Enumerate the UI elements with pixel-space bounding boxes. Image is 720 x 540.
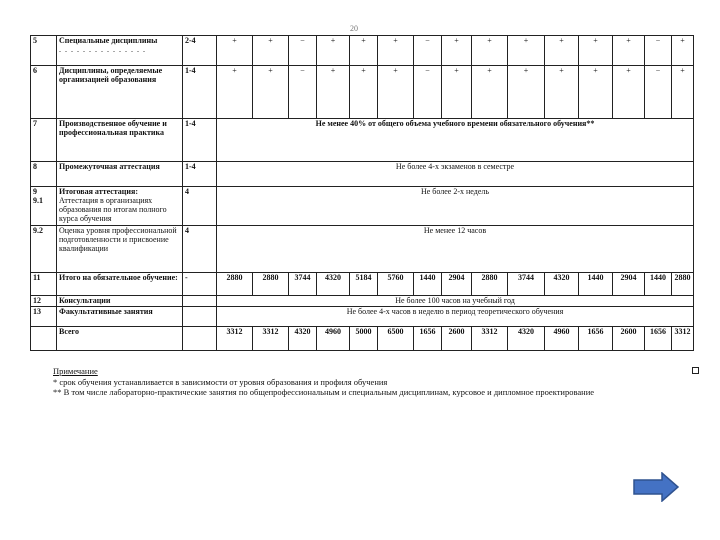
resize-handle[interactable]: [692, 367, 699, 374]
table-row: [31, 119, 694, 162]
row-name-bold: Итоговая аттестация:: [59, 187, 139, 196]
value-cell: +: [545, 66, 579, 119]
value-cell: 4320: [508, 327, 545, 351]
table-row: [31, 226, 694, 273]
value-cell: 1656: [414, 327, 442, 351]
value-cell: 2880: [472, 273, 508, 296]
value-cell: +: [613, 66, 645, 119]
value-cell: 1440: [645, 273, 672, 296]
row-name-subline: . . . . . . . . . . . . . . .: [59, 45, 146, 54]
note-line-1: * срок обучения устанавливается в зависимости от уровня образования и профиля обучения: [53, 376, 388, 387]
value-cell: 3744: [289, 273, 317, 296]
row-number: 12: [31, 296, 57, 307]
value-cell: +: [317, 66, 350, 119]
value-cell: 5184: [350, 273, 378, 296]
value-cell: 1440: [579, 273, 613, 296]
value-cell: −: [289, 66, 317, 119]
row-number: 9.2: [31, 226, 57, 273]
value-cell: +: [253, 36, 289, 66]
value-cell: 3312: [472, 327, 508, 351]
row-name: [57, 162, 183, 187]
row-name-bold: Специальные дисциплины: [59, 36, 158, 45]
row-name-bold: Промежуточная аттестация: [59, 162, 160, 171]
row-name-plain: Оценка уровня профессиональной подготовленности и присвоение квалификации: [59, 226, 177, 253]
row-name-bold: Факультативные занятия: [59, 307, 153, 316]
value-cell: −: [414, 36, 442, 66]
value-cell: 3744: [508, 273, 545, 296]
merged-value-cell: Не более 2-х недель: [217, 187, 694, 226]
value-cell: 4960: [317, 327, 350, 351]
row-name-bold: Всего: [59, 327, 79, 336]
row-course: 2-4: [183, 36, 217, 66]
value-cell: 4320: [317, 273, 350, 296]
right-arrow-icon: [632, 472, 680, 502]
value-cell: 2880: [672, 273, 694, 296]
value-cell: +: [472, 36, 508, 66]
value-cell: +: [672, 66, 694, 119]
row-number: 6: [31, 66, 57, 119]
row-course: 4: [183, 187, 217, 226]
value-cell: +: [378, 36, 414, 66]
value-cell: 2600: [613, 327, 645, 351]
row-number: [31, 327, 57, 351]
value-cell: −: [645, 66, 672, 119]
value-cell: +: [350, 36, 378, 66]
value-cell: +: [545, 36, 579, 66]
value-cell: 1656: [645, 327, 672, 351]
value-cell: −: [645, 36, 672, 66]
row-course: [183, 327, 217, 351]
notes-title: Примечание: [53, 366, 98, 376]
table-row: [31, 162, 694, 187]
row-course: -: [183, 273, 217, 296]
value-cell: +: [442, 36, 472, 66]
merged-value-cell: Не менее 12 часов: [217, 226, 694, 273]
table-row: [31, 66, 694, 119]
value-cell: 2904: [442, 273, 472, 296]
value-cell: 3312: [217, 327, 253, 351]
curriculum-table: [30, 35, 694, 351]
value-cell: +: [217, 66, 253, 119]
value-cell: +: [472, 66, 508, 119]
row-name: [57, 307, 183, 327]
value-cell: +: [579, 36, 613, 66]
table-row: [31, 307, 694, 327]
row-course: 1-4: [183, 119, 217, 162]
row-name: [57, 226, 183, 273]
row-name: [57, 66, 183, 119]
row-name-plain: Аттестация в организациях образования по итогам полного курса обучения: [59, 196, 167, 223]
next-slide-button[interactable]: [632, 472, 680, 502]
value-cell: 5760: [378, 273, 414, 296]
note-line-2: ** В том числе лабораторно-практические занятия по общепрофессиональным и специальным дисциплинам, курсовое и дипломное проектирование: [53, 387, 595, 397]
row-number: 9 9.1: [31, 187, 57, 226]
row-number: 11: [31, 273, 57, 296]
table-row: [31, 296, 694, 307]
row-course: 1-4: [183, 66, 217, 119]
row-number: 8: [31, 162, 57, 187]
row-name: [57, 187, 183, 226]
row-name-bold: Производственное обучение и профессиональная практика: [59, 119, 167, 137]
merged-value-cell: Не менее 40% от общего объема учебного времени обязательного обучения**: [217, 119, 694, 162]
row-number: 7: [31, 119, 57, 162]
value-cell: +: [508, 36, 545, 66]
value-cell: +: [217, 36, 253, 66]
value-cell: 6500: [378, 327, 414, 351]
row-number: 13: [31, 307, 57, 327]
value-cell: −: [289, 36, 317, 66]
table-row: [31, 273, 694, 296]
value-cell: 4960: [545, 327, 579, 351]
table-row: [31, 36, 694, 66]
value-cell: +: [508, 66, 545, 119]
page-number: 20: [350, 24, 358, 33]
value-cell: 3312: [253, 327, 289, 351]
notes-block: [53, 366, 673, 398]
value-cell: 4320: [545, 273, 579, 296]
table-row: [31, 187, 694, 226]
value-cell: 5000: [350, 327, 378, 351]
value-cell: +: [317, 36, 350, 66]
value-cell: 1656: [579, 327, 613, 351]
row-name-bold: Консультации: [59, 296, 111, 305]
value-cell: +: [442, 66, 472, 119]
table-row: [31, 327, 694, 351]
row-course: [183, 307, 217, 327]
value-cell: +: [579, 66, 613, 119]
row-course: 1-4: [183, 162, 217, 187]
row-name: [57, 119, 183, 162]
value-cell: +: [350, 66, 378, 119]
merged-value-cell: Не более 4-х часов в неделю в период теоретического обучения: [217, 307, 694, 327]
row-course: [183, 296, 217, 307]
value-cell: +: [378, 66, 414, 119]
row-name: [57, 327, 183, 351]
value-cell: 2600: [442, 327, 472, 351]
value-cell: 2904: [613, 273, 645, 296]
row-course: 4: [183, 226, 217, 273]
merged-value-cell: Не более 4-х экзаменов в семестре: [217, 162, 694, 187]
row-name: [57, 36, 183, 66]
merged-value-cell: Не более 100 часов на учебный год: [217, 296, 694, 307]
value-cell: 3312: [672, 327, 694, 351]
row-name: [57, 296, 183, 307]
row-number: 5: [31, 36, 57, 66]
value-cell: 2880: [253, 273, 289, 296]
row-name-bold: Итого на обязательное обучение:: [59, 273, 178, 282]
row-name-bold: Дисциплины, определяемые организацией образования: [59, 66, 163, 84]
value-cell: +: [613, 36, 645, 66]
value-cell: 2880: [217, 273, 253, 296]
value-cell: 4320: [289, 327, 317, 351]
value-cell: +: [253, 66, 289, 119]
value-cell: 1440: [414, 273, 442, 296]
value-cell: +: [672, 36, 694, 66]
value-cell: −: [414, 66, 442, 119]
row-name: [57, 273, 183, 296]
